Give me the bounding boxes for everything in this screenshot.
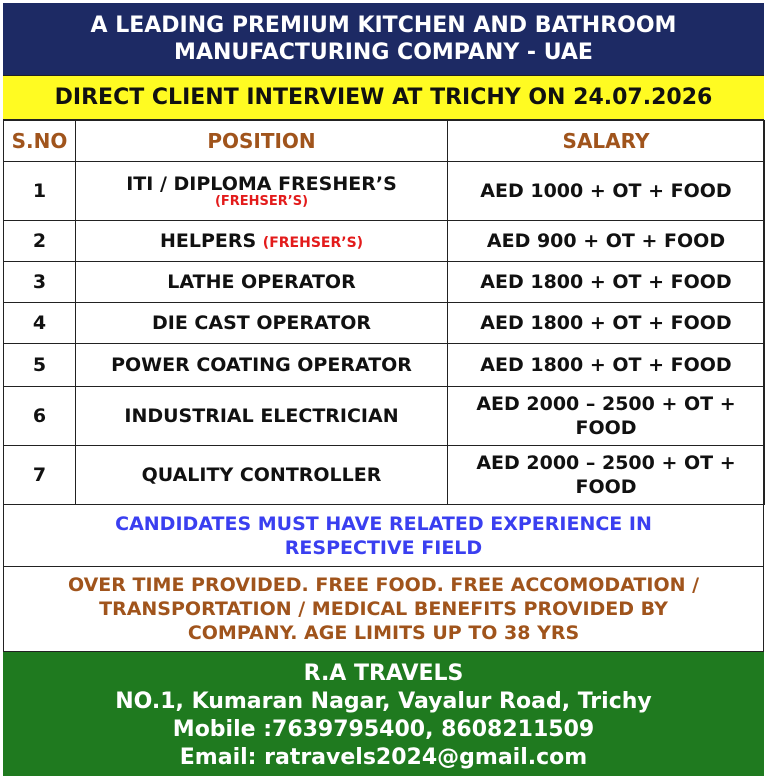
- row-salary: AED 1000 + OT + FOOD: [448, 162, 765, 221]
- row-position: INDUSTRIAL ELECTRICIAN: [76, 387, 448, 446]
- fresher-note: (FREHSER’S): [262, 235, 364, 251]
- table-header-row: [4, 121, 765, 162]
- agency-email: Email: ratravels2024@gmail.com: [179, 745, 588, 770]
- table-row: [4, 387, 765, 446]
- row-salary: AED 1800 + OT + FOOD: [448, 262, 765, 303]
- table-row: [4, 221, 765, 262]
- salary-line-2: FOOD: [575, 476, 637, 498]
- row-position: QUALITY CONTROLLER: [76, 446, 448, 505]
- interview-banner: DIRECT CLIENT INTERVIEW AT TRICHY ON 24.07.2026: [3, 76, 764, 120]
- fresher-note: (FREHSER’S): [214, 194, 309, 209]
- benefits-notice: [3, 567, 764, 651]
- position-title: ITI / DIPLOMA FRESHER’S: [126, 173, 397, 195]
- table-row: [4, 344, 765, 387]
- column-header-salary: SALARY: [448, 121, 765, 162]
- row-position: [76, 162, 448, 221]
- row-sno: 3: [4, 262, 76, 303]
- row-position: LATHE OPERATOR: [76, 262, 448, 303]
- benefits-line-1: OVER TIME PROVIDED. FREE FOOD. FREE ACCOMODATION /: [67, 574, 700, 596]
- agency-mobile: Mobile :7639795400, 8608211509: [172, 717, 595, 742]
- table-row: [4, 262, 765, 303]
- row-sno: 5: [4, 344, 76, 387]
- benefits-line-2: TRANSPORTATION / MEDICAL BENEFITS PROVIDED BY: [99, 598, 668, 620]
- agency-name: R.A TRAVELS: [303, 661, 464, 686]
- row-salary: [448, 446, 765, 505]
- row-sno: 7: [4, 446, 76, 505]
- salary-line-1: AED 2000 – 2500 + OT +: [476, 393, 736, 415]
- column-header-sno: S.NO: [4, 121, 76, 162]
- row-position: [76, 221, 448, 262]
- row-sno: 2: [4, 221, 76, 262]
- row-salary: [448, 387, 765, 446]
- header-line-1: A LEADING PREMIUM KITCHEN AND BATHROOM: [90, 13, 677, 38]
- row-sno: 1: [4, 162, 76, 221]
- header-line-2: MANUFACTURING COMPANY - UAE: [174, 40, 593, 65]
- agency-footer: [3, 651, 764, 776]
- notice-line-1: CANDIDATES MUST HAVE RELATED EXPERIENCE IN: [115, 513, 652, 535]
- experience-notice: [3, 505, 764, 567]
- company-header: [3, 3, 764, 76]
- row-position: DIE CAST OPERATOR: [76, 303, 448, 344]
- table-row: [4, 446, 765, 505]
- position-title: HELPERS: [159, 230, 257, 252]
- salary-line-1: AED 2000 – 2500 + OT +: [476, 452, 736, 474]
- table-row: [4, 303, 765, 344]
- column-header-position: POSITION: [76, 121, 448, 162]
- row-salary: AED 900 + OT + FOOD: [448, 221, 765, 262]
- benefits-line-3: COMPANY. AGE LIMITS UP TO 38 YRS: [187, 622, 580, 644]
- row-salary: AED 1800 + OT + FOOD: [448, 303, 765, 344]
- row-sno: 6: [4, 387, 76, 446]
- salary-line-2: FOOD: [575, 417, 637, 439]
- notice-line-2: RESPECTIVE FIELD: [284, 537, 483, 559]
- table-row: [4, 162, 765, 221]
- row-position: POWER COATING OPERATOR: [76, 344, 448, 387]
- agency-address: NO.1, Kumaran Nagar, Vayalur Road, Trichy: [115, 689, 652, 714]
- jobs-table: [3, 120, 765, 505]
- row-sno: 4: [4, 303, 76, 344]
- row-salary: AED 1800 + OT + FOOD: [448, 344, 765, 387]
